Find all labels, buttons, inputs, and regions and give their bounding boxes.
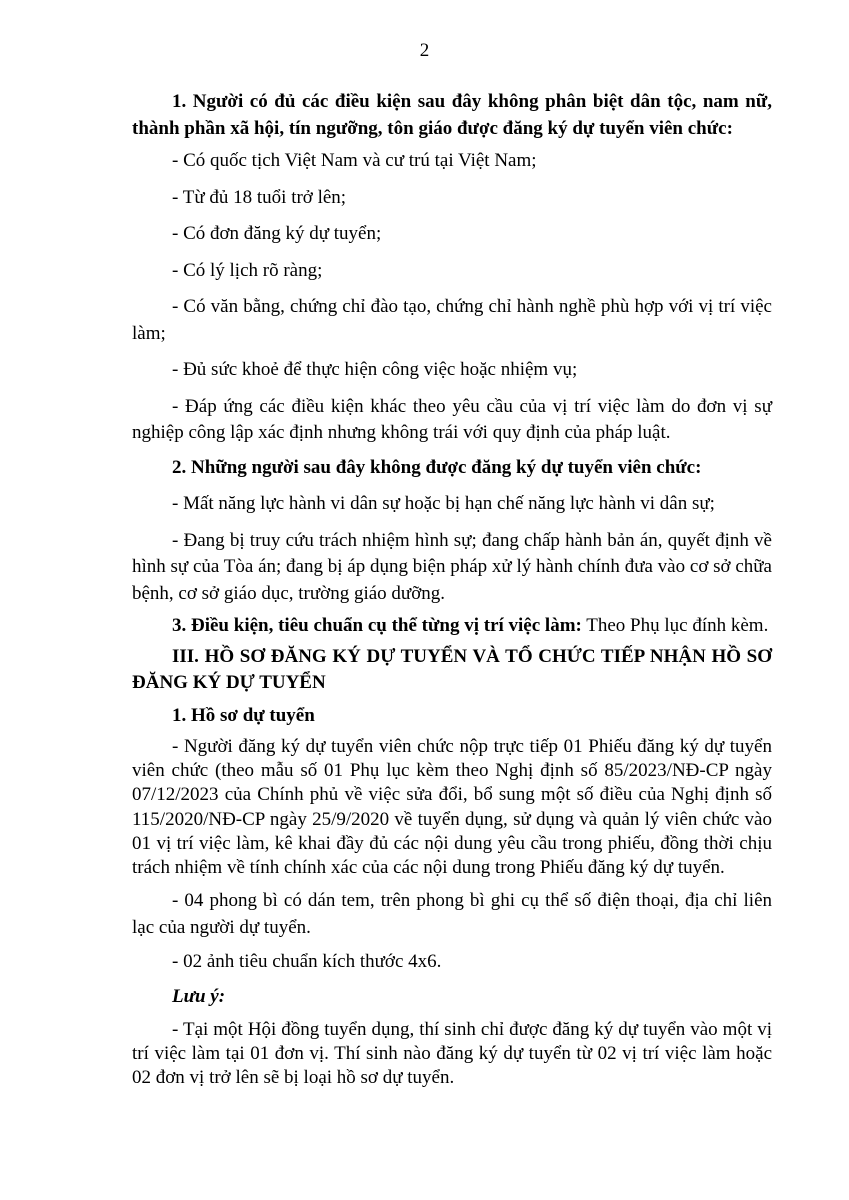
document-body: [132, 89, 772, 1090]
list-item-age: - Từ đủ 18 tuổi trở lên;: [172, 186, 347, 208]
list-item-other-conditions: - Đáp ứng các điều kiện khác theo yêu cầu của vị trí việc làm do đơn vị sự nghiệp công lập xác định nhưng không trái với quy định của pháp luật.: [132, 395, 772, 443]
list-item-background: - Có lý lịch rõ ràng;: [172, 259, 323, 281]
list-item-envelopes: - 04 phong bì có dán tem, trên phong bì ghi cụ thể số điện thoại, địa chỉ liên lạc của người dự tuyển.: [132, 890, 772, 938]
list-item-criminal: - Đang bị truy cứu trách nhiệm hình sự; đang chấp hành bản án, quyết định về hình sự của Tòa án; đang bị áp dụng biện pháp xử lý hành chính đưa vào cơ sở chữa bệnh, cơ sở giáo dục, trường giáo dưỡng.: [132, 529, 772, 604]
list-item-photos: - 02 ảnh tiêu chuẩn kích thước 4x6.: [172, 951, 442, 973]
list-item-civil-capacity: - Mất năng lực hành vi dân sự hoặc bị hạn chế năng lực hành vi dân sự;: [172, 493, 715, 514]
note-heading: Lưu ý:: [172, 985, 226, 1007]
heading-eligible-applicants: 1. Người có đủ các điều kiện sau đây không phân biệt dân tộc, nam nữ, thành phần xã hội, tín ngưỡng, tôn giáo được đăng ký dự tuyển viên chức:: [132, 91, 772, 139]
list-item-certificates: - Có văn bằng, chứng chỉ đào tạo, chứng chỉ hành nghề phù hợp với vị trí việc làm;: [132, 296, 772, 344]
heading-ineligible-applicants: 2. Những người sau đây không được đăng ký dự tuyển viên chức:: [172, 456, 702, 478]
list-item-nationality: - Có quốc tịch Việt Nam và cư trú tại Việt Nam;: [172, 150, 537, 171]
list-item-health: - Đủ sức khoẻ để thực hiện công việc hoặc nhiệm vụ;: [172, 359, 578, 380]
list-item-registration-form: - Người đăng ký dự tuyển viên chức nộp trực tiếp 01 Phiếu đăng ký dự tuyển viên chức (theo mẫu số 01 Phụ lục kèm theo Nghị định số 85/2023/NĐ-CP ngày 07/12/2023 của Chính phủ về việc sửa đổi, bổ sung một số điều của Nghị định số 115/2020/NĐ-CP ngày 25/9/2020 về tuyển dụng, sử dụng và quản lý viên chức vào 01 vị trí việc làm, kê khai đầy đủ các nội dung yêu cầu trong phiếu, đồng thời chịu trách nhiệm về tính chính xác của các nội dung trong Phiếu đăng ký dự tuyển.: [132, 736, 772, 879]
heading-application-dossier: 1. Hồ sơ dự tuyển: [172, 704, 315, 726]
section-heading-application-dossier: III. HỒ SƠ ĐĂNG KÝ DỰ TUYỂN VÀ TỔ CHỨC TIẾP NHẬN HỒ SƠ ĐĂNG KÝ DỰ TUYỂN: [132, 645, 772, 693]
page-number: 2: [419, 40, 430, 61]
list-item-application: - Có đơn đăng ký dự tuyển;: [172, 223, 382, 244]
paragraph-position-requirements: [132, 613, 772, 640]
position-requirements-text: Theo Phụ lục đính kèm.: [581, 615, 769, 636]
position-requirements-label: 3. Điều kiện, tiêu chuẩn cụ thể từng vị trí việc làm:: [172, 615, 582, 636]
note-text: - Tại một Hội đồng tuyển dụng, thí sinh chỉ được đăng ký dự tuyển vào một vị trí việc làm tại 01 đơn vị. Thí sinh nào đăng ký dự tuyển từ 02 vị trí việc làm hoặc 02 đơn vị trở lên sẽ bị loại hồ sơ dự tuyển.: [132, 1019, 772, 1089]
